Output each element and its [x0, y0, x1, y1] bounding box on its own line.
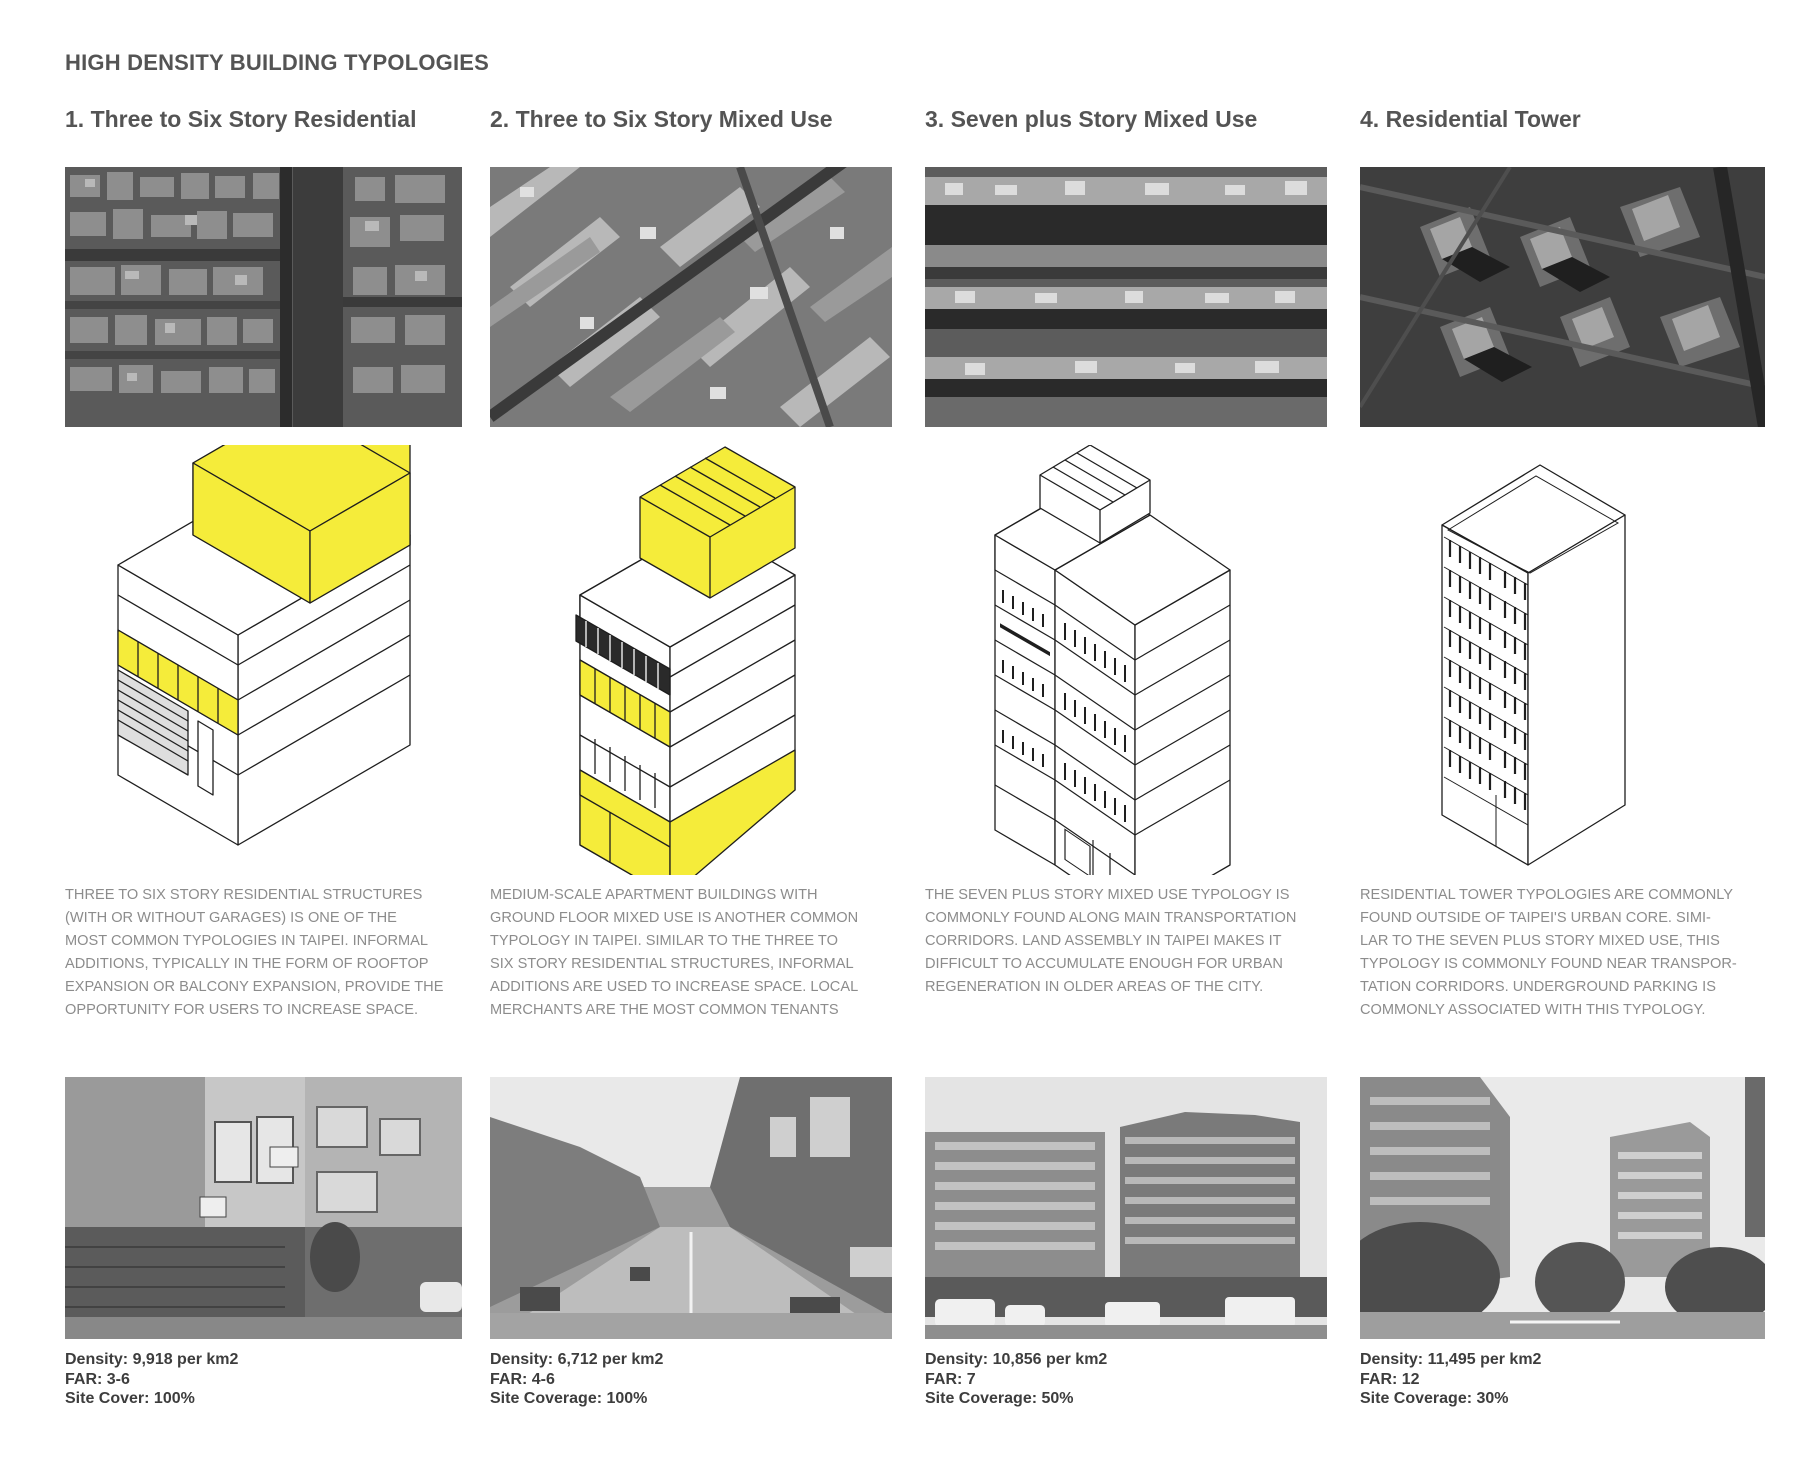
- axonometric-drawing-4: [1360, 445, 1760, 875]
- typology-description-3: [925, 884, 1296, 999]
- typology-stats-3: [925, 1350, 1107, 1409]
- description-line: ADDITIONS ARE USED TO INCREASE SPACE. LOCAL: [490, 979, 859, 995]
- description-line: REGENERATION IN OLDER AREAS OF THE CITY.: [925, 979, 1264, 995]
- street-photo-4: [1360, 1077, 1765, 1339]
- description-line: (WITH OR WITHOUT GARAGES) IS ONE OF THE: [65, 910, 397, 926]
- typology-stats-4: [1360, 1350, 1541, 1409]
- typology-title-1: 1. Three to Six Story Residential: [65, 106, 417, 132]
- aerial-photo-2: [490, 167, 892, 427]
- description-line: THREE TO SIX STORY RESIDENTIAL STRUCTURES: [65, 887, 423, 903]
- site-coverage-value: Site Coverage: 50%: [925, 1390, 1074, 1407]
- typology-column-2: [490, 0, 890, 1480]
- aerial-photo-4: [1360, 167, 1765, 427]
- typology-stats-2: [490, 1350, 663, 1409]
- far-value: FAR: 7: [925, 1370, 976, 1388]
- description-line: SIX STORY RESIDENTIAL STRUCTURES, INFORMAL: [490, 956, 854, 972]
- page-title: HIGH DENSITY BUILDING TYPOLOGIES: [65, 50, 490, 75]
- description-line: EXPANSION OR BALCONY EXPANSION, PROVIDE THE: [65, 979, 444, 995]
- description-line: RESIDENTIAL TOWER TYPOLOGIES ARE COMMONLY: [1360, 887, 1734, 903]
- site-coverage-value: Site Coverage: 100%: [490, 1390, 648, 1407]
- description-line: OPPORTUNITY FOR USERS TO INCREASE SPACE.: [65, 1002, 419, 1018]
- description-line: COMMONLY FOUND ALONG MAIN TRANSPORTATION: [925, 910, 1297, 926]
- description-line: MOST COMMON TYPOLOGIES IN TAIPEI. INFORMAL: [65, 933, 429, 949]
- description-line: TATION CORRIDORS. UNDERGROUND PARKING IS: [1360, 979, 1716, 995]
- aerial-photo-1: [65, 167, 462, 427]
- typology-description-4: [1360, 884, 1737, 1022]
- density-value: Density: 10,856 per km2: [925, 1351, 1108, 1368]
- typology-column-4: [1360, 0, 1760, 1480]
- description-line: ADDITIONS, TYPICALLY IN THE FORM OF ROOFTOP: [65, 956, 429, 972]
- axonometric-drawing-3: [925, 445, 1325, 875]
- typology-description-1: [65, 884, 443, 1022]
- description-line: TYPOLOGY IS COMMONLY FOUND NEAR TRANSPOR-: [1360, 956, 1737, 972]
- description-line: LAR TO THE SEVEN PLUS STORY MIXED USE, THIS: [1360, 933, 1720, 949]
- far-value: FAR: 3-6: [65, 1370, 130, 1388]
- typology-title-2: 2. Three to Six Story Mixed Use: [490, 106, 833, 132]
- typology-column-3: [925, 0, 1325, 1480]
- typology-column-1: [65, 0, 465, 1480]
- description-line: TYPOLOGY IN TAIPEI. SIMILAR TO THE THREE TO: [490, 933, 838, 949]
- site-coverage-value: Site Coverage: 30%: [1360, 1390, 1509, 1407]
- street-photo-1: [65, 1077, 462, 1339]
- axonometric-drawing-1: [65, 445, 465, 875]
- typology-title-4: 4. Residential Tower: [1360, 106, 1581, 132]
- description-line: MERCHANTS ARE THE MOST COMMON TENANTS: [490, 1002, 839, 1018]
- street-photo-3: [925, 1077, 1327, 1339]
- description-line: COMMONLY ASSOCIATED WITH THIS TYPOLOGY.: [1360, 1002, 1706, 1018]
- density-value: Density: 6,712 per km2: [490, 1351, 664, 1368]
- density-value: Density: 9,918 per km2: [65, 1351, 239, 1368]
- description-line: GROUND FLOOR MIXED USE IS ANOTHER COMMON: [490, 910, 859, 926]
- far-value: FAR: 4-6: [490, 1370, 555, 1388]
- density-value: Density: 11,495 per km2: [1360, 1351, 1542, 1368]
- typology-description-2: [490, 884, 858, 1022]
- axonometric-drawing-2: [490, 445, 890, 875]
- description-line: MEDIUM-SCALE APARTMENT BUILDINGS WITH: [490, 887, 818, 903]
- far-value: FAR: 12: [1360, 1370, 1420, 1388]
- street-photo-2: [490, 1077, 892, 1339]
- aerial-photo-3: [925, 167, 1327, 427]
- description-line: DIFFICULT TO ACCUMULATE ENOUGH FOR URBAN: [925, 956, 1283, 972]
- typology-title-3: 3. Seven plus Story Mixed Use: [925, 106, 1258, 132]
- description-line: FOUND OUTSIDE OF TAIPEI'S URBAN CORE. SIMI-: [1360, 910, 1711, 926]
- description-line: THE SEVEN PLUS STORY MIXED USE TYPOLOGY IS: [925, 887, 1290, 903]
- description-line: CORRIDORS. LAND ASSEMBLY IN TAIPEI MAKES IT: [925, 933, 1282, 949]
- typology-stats-1: [65, 1350, 238, 1409]
- site-coverage-value: Site Cover: 100%: [65, 1390, 195, 1407]
